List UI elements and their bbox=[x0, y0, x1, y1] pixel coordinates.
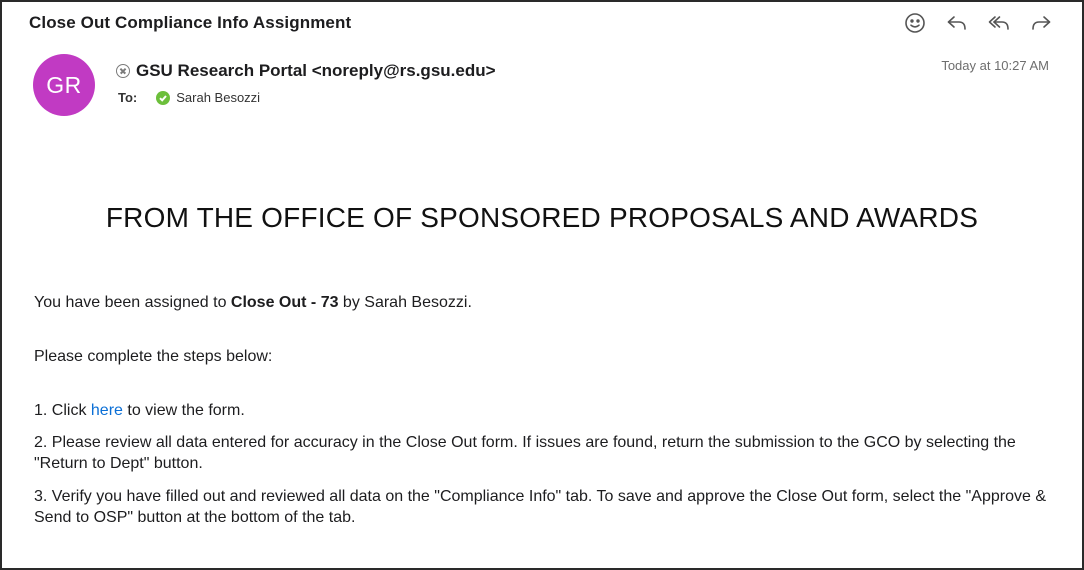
assigned-item: Close Out - 73 bbox=[230, 294, 339, 311]
recipient-name[interactable]: Sarah Besozzi bbox=[176, 90, 261, 105]
remove-sender-icon[interactable] bbox=[116, 64, 130, 78]
step-1-prefix: 1. Click bbox=[34, 402, 91, 419]
reply-all-button[interactable] bbox=[984, 10, 1014, 36]
sender-name-email[interactable]: GSU Research Portal <noreply@rs.gsu.edu> bbox=[136, 61, 496, 80]
recipient-row bbox=[118, 90, 260, 105]
reply-icon bbox=[945, 11, 969, 35]
reply-all-icon bbox=[987, 11, 1011, 35]
office-banner: FROM THE OFFICE OF SPONSORED PROPOSALS AND AWARDS bbox=[105, 202, 979, 233]
forward-button[interactable] bbox=[1026, 10, 1056, 36]
verified-check-icon bbox=[156, 91, 170, 105]
view-form-link[interactable]: here bbox=[90, 402, 123, 419]
email-toolbar bbox=[900, 10, 1056, 36]
sender-row bbox=[116, 61, 496, 81]
email-subject: Close Out Compliance Info Assignment bbox=[29, 13, 352, 32]
step-3: 3. Verify you have filled out and reviewed all data on the "Compliance Info" tab. To save and approve the Close Out form, select the "Approve & Send to OSP" button at the bottom of the tab. bbox=[34, 488, 1046, 526]
sender-avatar: GR bbox=[33, 54, 95, 116]
email-timestamp: Today at 10:27 AM bbox=[941, 58, 1049, 73]
assignment-suffix: by Sarah Besozzi. bbox=[338, 294, 472, 311]
forward-icon bbox=[1029, 11, 1053, 35]
reaction-button[interactable] bbox=[900, 10, 930, 36]
assignment-prefix: You have been assigned to bbox=[34, 294, 231, 311]
reply-button[interactable] bbox=[942, 10, 972, 36]
step-1-suffix: to view the form. bbox=[122, 402, 245, 419]
to-label: To: bbox=[118, 90, 138, 105]
assignment-text bbox=[34, 292, 1054, 313]
instructions-text: Please complete the steps below: bbox=[34, 348, 273, 365]
step-1 bbox=[34, 400, 1054, 421]
step-2: 2. Please review all data entered for accuracy in the Close Out form. If issues are found, return the submission to the GCO by selecting the "Return to Dept" button. bbox=[34, 434, 1016, 472]
smiley-icon bbox=[903, 11, 927, 35]
